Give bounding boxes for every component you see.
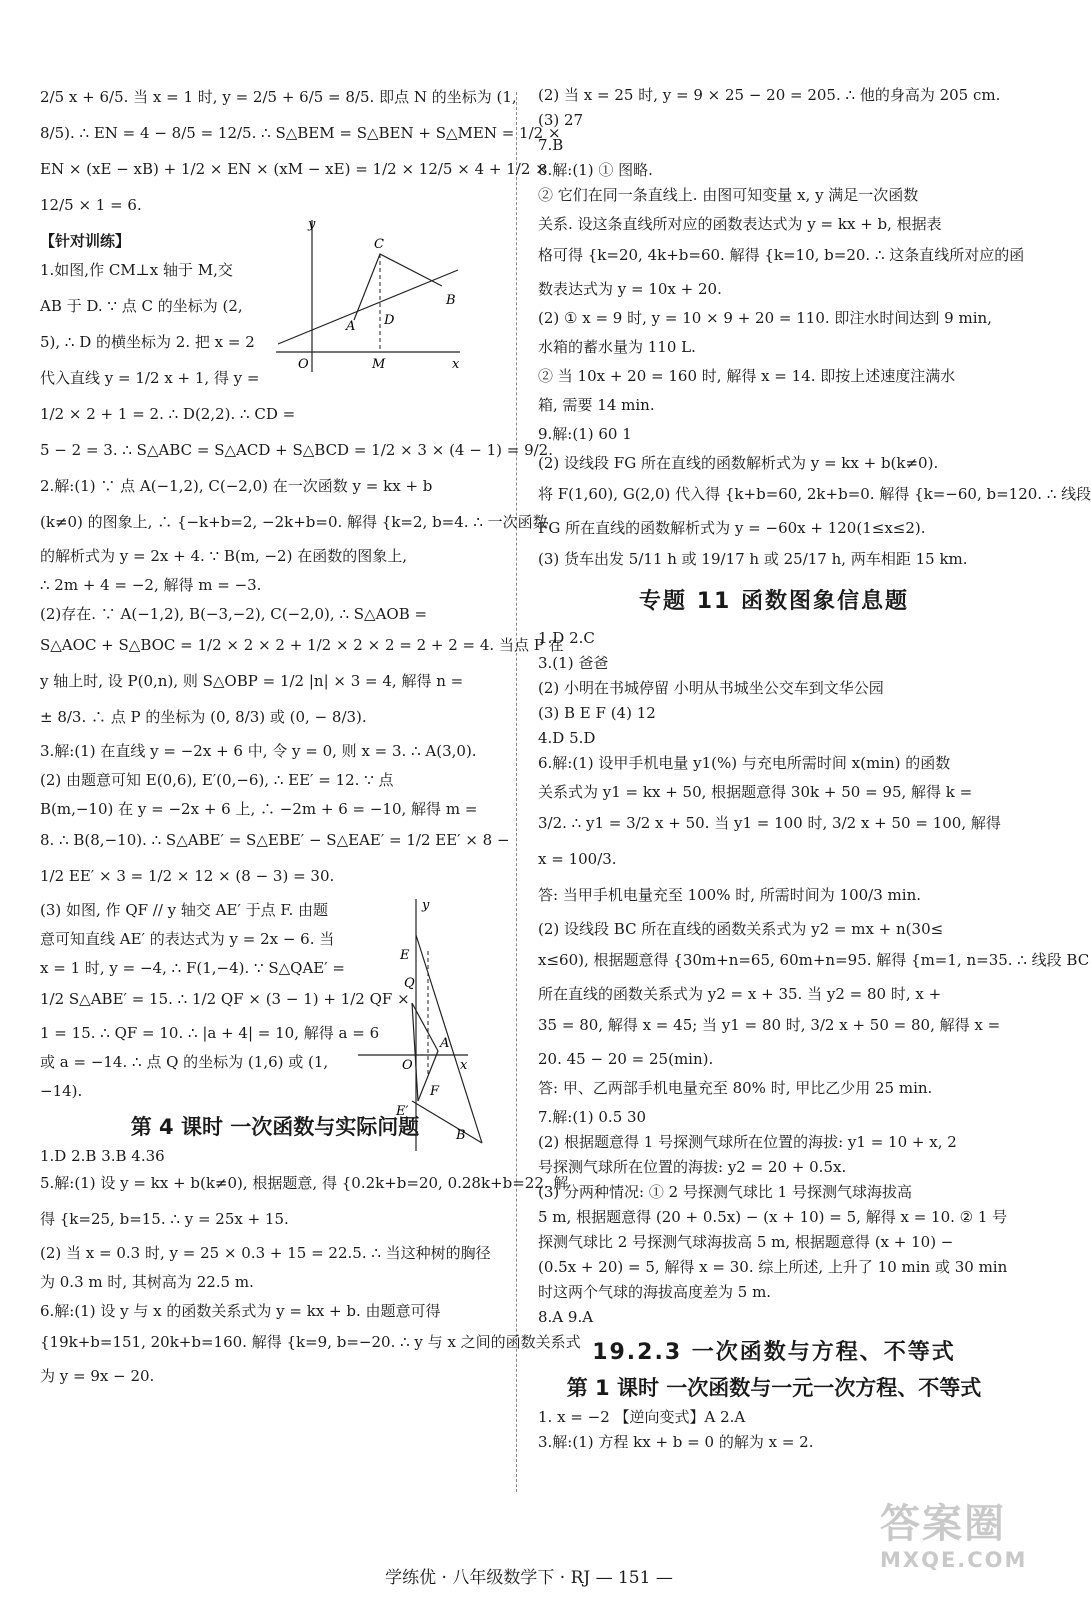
text-line: 1/2 × 2 + 1 = 2. ∴ D(2,2). ∴ CD = (40, 405, 296, 423)
text-line: 3.解:(1) 在直线 y = −2x + 6 中, 令 y = 0, 则 x = 3. ∴ A(3,0). (40, 742, 477, 760)
line-ab (278, 270, 458, 344)
label-f: F (430, 1084, 440, 1099)
right-column (538, 86, 1091, 1458)
text-line: 答: 甲、乙两部手机电量充至 80% 时, 甲比乙少用 25 min. (538, 1079, 933, 1097)
text-line: (0.5x + 20) = 5, 解得 x = 30. 综上所述, 上升了 10 min 或 30 min (538, 1258, 1008, 1276)
text-line: 8/5). ∴ EN = 4 − 8/5 = 12/5. ∴ S△BEM = S△BEN + S△MEN = 1/2 × (40, 124, 561, 142)
text-line: (2) 设线段 BC 所在直线的函数关系式为 y2 = mx + n(30≤ (538, 920, 944, 938)
text-line: EN × (xE − xB) + 1/2 × EN × (xM − xE) = 1/2 × 12/5 × 4 + 1/2 × (40, 160, 548, 178)
text-line: 或 a = −14. ∴ 点 Q 的坐标为 (1,6) 或 (1, (40, 1053, 329, 1071)
text-line: 8.解:(1) ① 图略. (538, 161, 653, 179)
text-line: 6.解:(1) 设甲手机电量 y1(%) 与充电所需时间 x(min) 的函数 (538, 754, 951, 772)
text-line: (2)存在. ∵ A(−1,2), B(−3,−2), C(−2,0), ∴ S△AOB = (40, 605, 428, 623)
text-line: x = 1 时, y = −4, ∴ F(1,−4). ∵ S△QAE′ = (40, 959, 345, 977)
question-3 (40, 742, 510, 887)
text-line: 1.D 2.B 3.B 4.36 (40, 1147, 165, 1165)
label-q: Q (404, 976, 415, 991)
text-line: 4.D 5.D (538, 729, 596, 747)
text-line: 20. 45 − 20 = 25(min). (538, 1050, 714, 1068)
text-line: 箱, 需要 14 min. (538, 396, 655, 414)
text-line: (2) 设线段 FG 所在直线的函数解析式为 y = kx + b(k≠0). (538, 454, 939, 472)
lesson-1-answers (538, 1408, 1010, 1452)
label-b: B (446, 293, 456, 308)
page-footer: 学练优 · 八年级数学下 · RJ — 151 — (385, 1568, 673, 1588)
text-line: (3) 货车出发 5/11 h 或 19/17 h 或 25/17 h, 两车相距 15 km. (538, 550, 968, 568)
label-c: C (374, 237, 384, 252)
text-line: AB 于 D. ∵ 点 C 的坐标为 (2, (40, 297, 243, 315)
text-line: 答: 当甲手机电量充至 100% 时, 所需时间为 100/3 min. (538, 886, 921, 904)
text-line: (3) 分两种情况: ① 2 号探测气球比 1 号探测气球海拔高 (538, 1183, 912, 1201)
topic-11-title: 专题 11 函数图象信息题 (639, 589, 909, 614)
text-line: ② 它们在同一条直线上. 由图可知变量 x, y 满足一次函数 (538, 186, 919, 204)
label-b: B (456, 1128, 466, 1143)
text-line: 5 − 2 = 3. ∴ S△ABC = S△ACD + S△BCD = 1/2 × 3 × (4 − 1) = 9/2. (40, 441, 553, 459)
text-line: 1. x = −2 【逆向变式】A 2.A (538, 1408, 746, 1426)
text-line: 格可得 {k=20, 4k+b=60. 解得 {k=10, b=20. ∴ 这条直线所对应的函 (538, 246, 1025, 264)
text-line: (2) 小明在书城停留 小明从书城坐公交车到文华公园 (538, 679, 884, 697)
text-line: 3/2. ∴ y1 = 3/2 x + 50. 当 y1 = 100 时, 3/2 x + 50 = 100, 解得 (538, 814, 1001, 832)
watermark-sub: MXQE.COM (880, 1548, 1028, 1572)
text-line: 所在直线的函数关系式为 y2 = x + 35. 当 y2 = 80 时, x + (538, 985, 942, 1003)
text-line: (2) 由题意可知 E(0,6), E′(0,−6), ∴ EE′ = 12. ∵ 点 (40, 771, 394, 789)
text-line: (3) B E F (4) 12 (538, 704, 656, 722)
label-y: y (422, 898, 430, 913)
text-line: x = 100/3. (538, 850, 617, 868)
text-line: 6.解:(1) 设 y 与 x 的函数关系式为 y = kx + b. 由题意可得 (40, 1302, 441, 1320)
text-line: 为 0.3 m 时, 其树高为 22.5 m. (40, 1273, 254, 1291)
text-line: ± 8/3. ∴ 点 P 的坐标为 (0, 8/3) 或 (0, − 8/3). (40, 708, 367, 726)
text-line: y 轴上时, 设 P(0,n), 则 S△OBP = 1/2 |n| × 3 = 4, 解得 n = (40, 672, 464, 690)
figure-question-1 (268, 214, 464, 374)
label-o: O (402, 1058, 413, 1073)
text-line: 得 {k=25, b=15. ∴ y = 25x + 15. (40, 1210, 289, 1228)
topic-11-answers (538, 629, 1090, 1327)
question-2 (40, 475, 564, 728)
question-1 (40, 259, 300, 425)
label-x: x (460, 1058, 468, 1073)
figure-question-3 (352, 895, 470, 1155)
text-line: 号探测气球所在位置的海拔: y2 = 20 + 0.5x. (538, 1158, 847, 1176)
text-line: x≤60), 根据题意得 {30m+n=65, 60m+n=95. 解得 {m=1, n=35. ∴ 线段 BC (538, 951, 1090, 969)
text-line: 数表达式为 y = 10x + 20. (538, 280, 722, 298)
figure-2-svg (352, 895, 470, 1155)
text-line: 将 F(1,60), G(2,0) 代入得 {k+b=60, 2k+b=0. 解得 {k=−60, b=120. ∴ 线段 (538, 485, 1091, 503)
watermark-logo (880, 1500, 1040, 1590)
practice-title: 【针对训练】 (40, 232, 131, 250)
text-line: 1.D 2.C (538, 629, 595, 647)
text-line: 3.(1) 爸爸 (538, 654, 609, 672)
text-line: 3.解:(1) 方程 kx + b = 0 的解为 x = 2. (538, 1433, 814, 1451)
text-line: B(m,−10) 在 y = −2x + 6 上, ∴ −2m + 6 = −10, 解得 m = (40, 800, 478, 818)
text-line: ② 当 10x + 20 = 160 时, 解得 x = 14. 即按上述速度注满水 (538, 367, 956, 385)
text-line: 2.解:(1) ∵ 点 A(−1,2), C(−2,0) 在一次函数 y = kx + b (40, 477, 433, 495)
text-line: 关系式为 y1 = kx + 50, 根据题意得 30k + 50 = 95, 解得 k = (538, 783, 973, 801)
label-o: O (298, 357, 309, 372)
text-line: (k≠0) 的图象上, ∴ {−k+b=2, −2k+b=0. 解得 {k=2, b=4. ∴ 一次函数 (40, 513, 548, 531)
text-line: {19k+b=151, 20k+b=160. 解得 {k=9, b=−20. ∴ y 与 x 之间的函数关系式 (40, 1333, 581, 1351)
text-line: 关系. 设这条直线所对应的函数表达式为 y = kx + b, 根据表 (538, 215, 942, 233)
label-e: E (400, 948, 410, 963)
text-line: 为 y = 9x − 20. (40, 1367, 155, 1385)
text-line: 探测气球比 2 号探测气球海拔高 5 m, 根据题意得 (x + 10) − (538, 1233, 954, 1251)
text-line: −14). (40, 1082, 83, 1100)
text-line: 7.解:(1) 0.5 30 (538, 1108, 647, 1126)
text-line: S△AOC + S△BOC = 1/2 × 2 × 2 + 1/2 × 2 × 2 = 2 + 2 = 4. 当点 P 在 (40, 636, 564, 654)
label-x: x (452, 357, 460, 372)
text-line: (2) 根据题意得 1 号探测气球所在位置的海拔: y1 = 10 + x, 2 (538, 1133, 957, 1151)
text-line: 9.解:(1) 60 1 (538, 425, 632, 443)
text-line: FG 所在直线的函数解析式为 y = −60x + 120(1≤x≤2). (538, 519, 926, 537)
label-y: y (308, 217, 316, 232)
text-line: 代入直线 y = 1/2 x + 1, 得 y = (40, 369, 260, 387)
text-line: 35 = 80, 解得 x = 45; 当 y1 = 80 时, 3/2 x + 50 = 80, 解得 x = (538, 1016, 1001, 1034)
text-line: (2) 当 x = 0.3 时, y = 25 × 0.3 + 15 = 22.5. ∴ 当这种树的胸径 (40, 1244, 491, 1262)
label-e-prime: E′ (396, 1104, 409, 1119)
text-line: 时这两个气球的海拔高度差为 5 m. (538, 1283, 772, 1301)
column-divider (516, 92, 517, 1492)
figure-1-svg (268, 214, 464, 374)
text-line: 意可知直线 AE′ 的表达式为 y = 2x − 6. 当 (40, 930, 335, 948)
text-line: 12/5 × 1 = 6. (40, 196, 142, 214)
lesson-1-title: 第 1 课时 一次函数与一元一次方程、不等式 (566, 1376, 982, 1400)
text-line: 1.如图,作 CM⊥x 轴于 M,交 (40, 261, 233, 279)
text-line: (2) ① x = 9 时, y = 10 × 9 + 20 = 110. 即注水时间达到 9 min, (538, 309, 992, 327)
text-line: (3) 27 (538, 111, 584, 129)
label-m: M (372, 357, 386, 372)
lesson-4-title: 第 4 课时 一次函数与实际问题 (130, 1115, 420, 1139)
text-line: 2/5 x + 6/5. 当 x = 1 时, y = 2/5 + 6/5 = 8/5. 即点 N 的坐标为 (1, (40, 88, 517, 106)
question-3-part-3 (40, 901, 410, 1101)
text-line: 1/2 EE′ × 3 = 1/2 × 12 × (8 − 3) = 30. (40, 867, 335, 885)
text-line: 5 m, 根据题意得 (20 + 0.5x) − (x + 10) = 5, 解得 x = 10. ② 1 号 (538, 1208, 1008, 1226)
right-top-block (538, 86, 1091, 570)
label-a: A (440, 1036, 450, 1051)
label-a: A (346, 319, 356, 334)
text-line: 8.A 9.A (538, 1308, 594, 1326)
text-line: 5.解:(1) 设 y = kx + b(k≠0), 根据题意, 得 {0.2k+b=20, 0.28k+b=22. 解 (40, 1174, 569, 1192)
text-line: 1 = 15. ∴ QF = 10. ∴ |a + 4| = 10, 解得 a = 6 (40, 1024, 380, 1042)
text-line: (2) 当 x = 25 时, y = 9 × 25 − 20 = 205. ∴ 他的身高为 205 cm. (538, 86, 1001, 104)
triangle-abc (354, 254, 442, 320)
text-line: 8. ∴ B(8,−10). ∴ S△ABE′ = S△EBE′ − S△EAE′ = 1/2 EE′ × 8 − (40, 831, 510, 849)
text-line: 5), ∴ D 的横坐标为 2. 把 x = 2 (40, 333, 255, 351)
text-line: 水箱的蓄水量为 110 L. (538, 338, 696, 356)
text-line: ∴ 2m + 4 = −2, 解得 m = −3. (40, 576, 262, 594)
watermark-main: 答案圈 (880, 1501, 1006, 1547)
label-d: D (384, 313, 395, 328)
text-line: 的解析式为 y = 2x + 4. ∵ B(m, −2) 在函数的图象上, (40, 547, 407, 565)
section-19-2-3-title: 19.2.3 一次函数与方程、不等式 (592, 1340, 956, 1365)
text-line: (3) 如图, 作 QF // y 轴交 AE′ 于点 F. 由题 (40, 901, 329, 919)
text-line: 1/2 S△ABE′ = 15. ∴ 1/2 QF × (3 − 1) + 1/2 QF × (40, 990, 410, 1008)
text-line: 7.B (538, 136, 564, 154)
